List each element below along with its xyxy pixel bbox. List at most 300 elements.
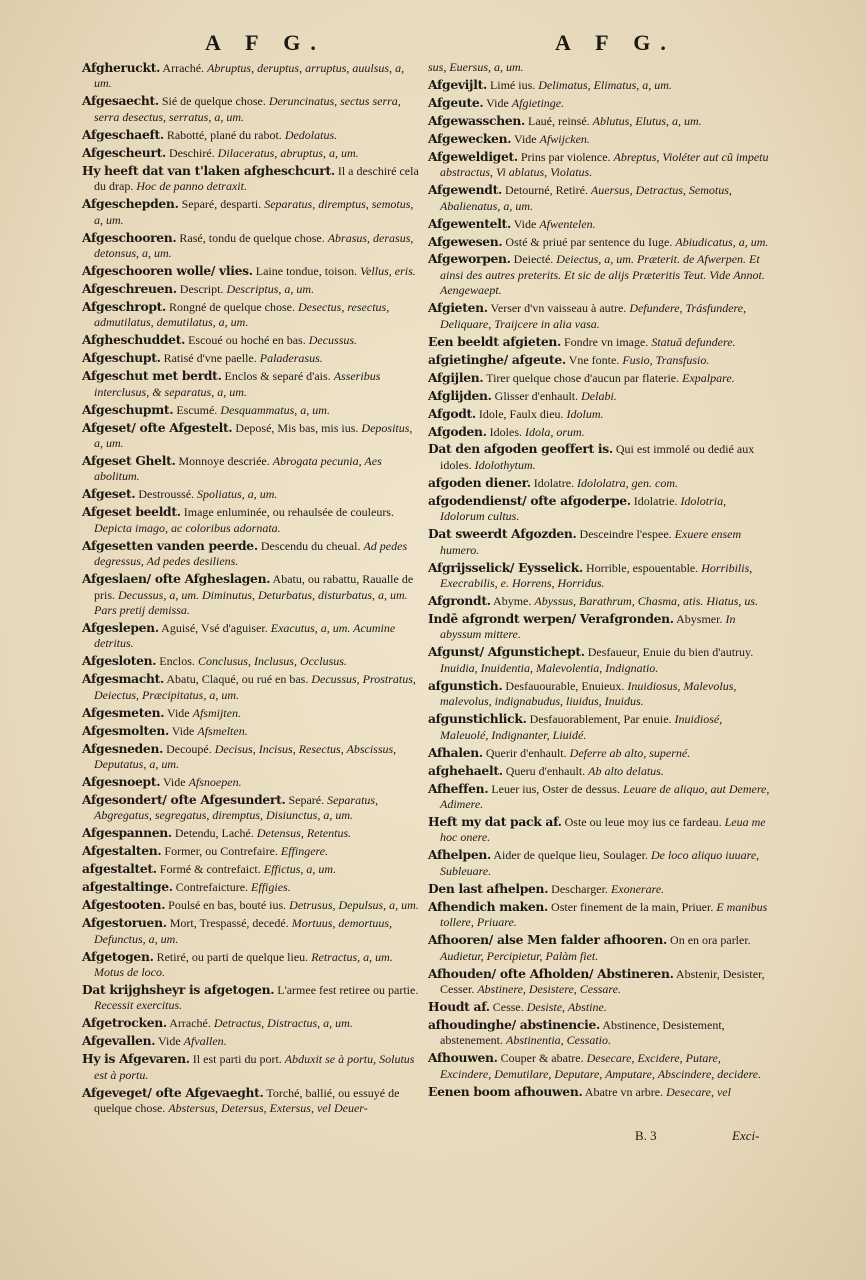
headword: Afgeschooren. [82,229,177,245]
dictionary-entry [428,781,773,813]
headword: Afgunst/ Afgunstichept. [428,644,585,660]
dictionary-entry [82,453,422,485]
dictionary-entry [82,741,422,773]
french-gloss: Monnoye descriée. [178,453,270,468]
french-gloss: Arraché. [162,61,205,75]
latin-gloss: Detractus, Distractus, a, um. [213,1016,353,1031]
dictionary-entry [82,127,422,143]
headword: Afgesetten vanden peerde. [82,537,258,553]
headword: Afgestoruen. [82,915,167,931]
latin-gloss: Exonerare. [610,881,665,896]
latin-gloss: Idolum. [566,406,604,421]
french-gloss: Il est parti du port. [192,1052,282,1067]
dictionary-entry [428,352,773,368]
headword: Afgesneden. [82,740,164,756]
latin-gloss: Descriptus, a, um. [226,281,315,296]
dictionary-entry [428,932,773,964]
dictionary-entry [428,182,773,214]
dictionary-entry [82,774,422,790]
dictionary-entry [428,424,773,440]
dictionary-entry [428,441,773,473]
french-gloss: Tirer quelque chose d'aucun par flaterie. [486,370,680,385]
dictionary-entry [428,1084,773,1100]
latin-gloss: Afsmelten. [197,723,248,738]
latin-gloss: Depositus, a, um. [94,420,413,450]
dictionary-entry [82,486,422,502]
dictionary-entry [428,216,773,232]
dictionary-entry [428,644,773,676]
latin-gloss: Paladerasus. [259,351,323,366]
latin-gloss: Abstinentia, Cessatio. [505,1033,611,1048]
latin-gloss: Inuidiosé, Maleuolé, Indignanter, Liuidé. [440,712,723,742]
french-gloss: Deschiré. [169,145,215,160]
latin-gloss: Separatus, diremptus, semotus, a, um. [94,197,414,227]
headword: Afgewentelt. [428,215,511,231]
french-gloss: Abstenir, Desister, Cesser. [440,966,765,996]
latin-gloss: Leuare de aliquo, aut Demere, Adimere. [440,781,770,811]
french-gloss: Enclos & separé d'ais. [224,369,331,384]
headword: Afgeset beeldt. [82,504,181,520]
french-gloss: Vide [513,216,537,231]
latin-gloss: Delabi. [581,388,617,403]
french-gloss: Detourné, Retiré. [504,183,588,198]
dictionary-entry [82,571,422,618]
headword: Afgeset Ghelt. [82,452,176,468]
dictionary-entry [82,420,422,452]
dictionary-entry [428,678,773,710]
headword: Dat krijghsheyr is afgetogen. [82,981,275,997]
french-gloss: Torché, ballié, ou essuyé de quelque chose. [94,1085,400,1116]
latin-gloss: Horribilis, Execrabilis, e. Horrens, Horridus. [440,560,753,591]
dictionary-entry [82,350,422,366]
french-gloss: Qui est immolé ou dedié aux idoles. [440,442,755,472]
dictionary-entry [82,792,422,824]
headword: Afgeschropt. [82,298,167,314]
headword: Dat den afgoden geoffert is. [428,441,613,457]
dictionary-entry [82,145,422,161]
dictionary-entry [82,281,422,297]
headword: afgoden diener. [428,474,531,490]
headword: Afgheruckt. [82,60,161,75]
dictionary-entry [82,843,422,859]
headword: Afgevallen. [82,1033,156,1049]
dictionary-entry [428,131,773,147]
french-gloss: Vne fonte. [568,352,620,367]
latin-gloss: Audietur, Percipietur, Palàm fiet. [440,948,599,963]
dictionary-entry [82,368,422,400]
french-gloss: Vide [162,775,186,790]
french-gloss: Queru d'enhault. [505,763,586,778]
french-gloss: Cesse. [492,999,524,1014]
headword: Afgesaecht. [82,93,159,109]
signature-mark: B. 3 [635,1128,657,1143]
dictionary-entry [82,538,422,570]
latin-gloss: Asseribus interclusus, & separatus, a, um. [94,369,381,399]
dictionary-entry [428,370,773,386]
headword: Heft my dat pack af. [428,813,562,829]
french-gloss: Desfauorablement, Par enuie. [529,712,672,727]
latin-gloss: Decussus, Prostratus, Deiectus, Præcipitatus, a, um. [94,672,416,702]
french-gloss: Detendu, Laché. [174,826,254,841]
headword: Afgesmolten. [82,722,169,738]
latin-gloss: Desectus, resectus, admutilatus, demutilatus, a, um. [94,299,390,330]
headword: Hy is Afgevaren. [82,1051,190,1067]
french-gloss: Vide [171,723,195,738]
dictionary-entry [82,93,422,125]
latin-gloss: Desecare, Excidere, Putare, Excindere, Demutilare, Deputare, Amputare, Abscindere, decidere. [440,1051,762,1081]
french-gloss: Vide [167,705,190,720]
dictionary-entry [428,560,773,592]
latin-gloss: Defundere, Trásfundere, Deliquare, Traijcere in alia vasa. [440,301,747,331]
latin-gloss: sus, Euersus, a, um. [428,60,524,74]
latin-gloss: Deferre ab alto, superné. [569,745,691,760]
headword: Afhouwen. [428,1050,498,1066]
dictionary-entry [82,263,422,279]
latin-gloss: Desiste, Abstine. [526,999,607,1014]
headword: afghehaelt. [428,762,503,778]
latin-gloss: Decussus, a, um. Diminutus, Deturbatus, disturbatus, a, um. Pars pretij demissa. [94,587,408,617]
latin-gloss: Hoc de panno detraxit. [136,179,247,194]
dictionary-entry [428,611,773,643]
dictionary-entry [82,879,422,895]
headword: Afgeworpen. [428,251,511,267]
latin-gloss: Effingere. [280,844,329,859]
french-gloss: L'armee fest retiree ou partie. [277,982,419,997]
headword: afgietinghe/ afgeute. [428,351,566,367]
french-gloss: Desfauourable, Enuieux. [505,678,625,693]
french-gloss: Escoué ou hoché en bas. [188,333,306,348]
latin-gloss: Dedolatus. [284,127,338,142]
headword: Indē afgrondt werpen/ Verafgronden. [428,611,674,626]
french-gloss: Mort, Trespassé, decedé. [169,916,289,931]
dictionary-entry [428,95,773,111]
latin-gloss: Ablutus, Elutus, a, um. [592,113,702,128]
french-gloss: Formé & contrefaict. [159,862,261,877]
left-column [82,60,422,1118]
latin-gloss: Abreptus, Violéter aut cũ impetu abstractus, Vi ablatus, Violatus. [440,149,769,180]
french-gloss: Enclos. [159,654,195,669]
latin-gloss: Decisus, Incisus, Resectus, Abscissus, Deputatus, a, um. [94,741,397,772]
latin-gloss: Idola, orum. [525,424,585,439]
dictionary-entry [428,847,773,879]
latin-gloss: Dilaceratus, abruptus, a, um. [217,145,359,160]
dictionary-entry [82,825,422,841]
dictionary-entry [428,1017,773,1049]
headword: Afgeschupt. [82,350,161,366]
dictionary-entry [428,526,773,558]
dictionary-entry [428,745,773,761]
latin-gloss: Leua me hoc onere. [440,814,766,845]
headword: Afgrijsselick/ Eysselick. [428,559,583,575]
dictionary-entry [428,251,773,298]
headword: Hy heeft dat van t'laken afgheschcurt. [82,162,335,178]
french-gloss: Glisser d'enhault. [494,388,579,403]
dictionary-entry [428,814,773,846]
dictionary-entry [428,999,773,1015]
latin-gloss: Recessit exercitus. [94,998,183,1013]
headword: Afhendich maken. [428,898,549,914]
french-gloss: Abatu, Claqué, ou rué en bas. [166,672,309,687]
latin-gloss: Effigies. [251,880,291,895]
french-gloss: Laué, reinsé. [528,113,590,128]
headword: Afglijden. [428,387,492,403]
french-gloss: Limé ius. [489,77,536,92]
latin-gloss: Deiectus, a, um. Præterit. de Afwerpen. Et ainsi des autres preterits. Et sic de alijs Præteritis Teut. Vide Annot. Aengewaept. [440,252,765,298]
headword: Afgesnoept. [82,774,161,790]
latin-gloss: Afwentelen. [539,216,596,231]
dictionary-entry [428,77,773,93]
headword: Een beeldt afgieten. [428,333,561,349]
latin-gloss: Afwijcken. [539,131,590,146]
french-gloss: Oster finement de la main, Priuer. [551,899,714,914]
catchword: Exci- [732,1128,760,1143]
latin-gloss: De loco aliquo iuuare, Subleuare. [440,848,760,878]
latin-gloss: Statuā defundere. [651,334,736,349]
french-gloss: Deiecté. [513,252,554,267]
dictionary-entry [428,763,773,779]
latin-gloss: Desquammatus, a, um. [220,402,330,417]
latin-gloss: Abyssus, Barathrum, Chasma, atis. Hiatus, us. [534,594,759,609]
dictionary-entry [82,949,422,981]
headword: Afgestalten. [82,843,162,859]
latin-gloss: Abrasus, derasus, detonsus, a, um. [94,230,414,260]
dictionary-entry [428,493,773,525]
french-gloss: Prins par violence. [520,149,611,164]
french-gloss: Abatre vn arbre. [584,1084,664,1099]
dictionary-entry [428,475,773,491]
headword: Afgesloten. [82,653,157,669]
headword: Den last afhelpen. [428,880,549,896]
dictionary-entry [82,982,422,1014]
headword: Afgrondt. [428,593,491,609]
running-head-right: A F G. [555,30,676,55]
french-gloss: Aguisé, Vsé d'aguiser. [161,620,268,635]
headword: Afgeset/ ofte Afgestelt. [82,419,233,435]
latin-gloss: Abstersus, Detersus, Extersus, vel Deuer- [168,1101,368,1116]
headword: Afgevijlt. [428,76,487,92]
latin-gloss: Depicta imago, ac coloribus adornata. [94,520,281,535]
latin-gloss: Effictus, a, um. [263,862,337,877]
headword: Afgeute. [428,94,484,110]
headword: Afgeweldiget. [428,148,518,164]
dictionary-entry [82,705,422,721]
latin-gloss: Mortuus, demortuus, Defunctus, a, um. [94,916,393,946]
dictionary-entry [428,149,773,181]
french-gloss: Abatu, ou rabattu, Raualle de pris. [94,572,414,602]
headword: Afgijlen. [428,369,484,385]
french-gloss: Deposé, Mis bas, mis ius. [235,420,359,435]
headword: Afgewecken. [428,130,512,146]
french-gloss: Horrible, espouentable. [585,560,699,575]
french-gloss: Oste ou leue moy ius ce fardeau. [564,814,722,829]
french-gloss: Abyme. [493,594,532,609]
french-gloss: Arraché. [169,1016,211,1031]
headword: Eenen boom afhouwen. [428,1083,583,1099]
latin-gloss: Exacutus, a, um. Acumine detritus. [94,620,396,651]
french-gloss: Rabotté, plané du rabot. [166,127,282,142]
french-gloss: Il a deschiré cela du drap. [94,163,419,194]
dictionary-entry [82,861,422,877]
french-gloss: Rasé, tondu de quelque chose. [179,230,325,245]
dictionary-entry [82,1033,422,1049]
latin-gloss: Decussus. [308,333,358,348]
latin-gloss: In abyssum mittere. [440,612,736,642]
french-gloss: Contrefaicture. [175,880,249,895]
french-gloss: Idole, Faulx dieu. [478,406,564,421]
headword: afgestaltinge. [82,879,173,895]
headword: Afgesmeten. [82,704,165,720]
latin-gloss: Abstinere, Desistere, Cessare. [477,981,621,996]
headword: Afhouden/ ofte Afholden/ Abstineren. [428,965,674,981]
headword: Afhooren/ alse Men falder afhooren. [428,932,668,948]
latin-gloss: Separatus, Abgregatus, segregatus, diremptus, Disiunctus, a, um. [94,792,379,823]
french-gloss: Verser d'vn vaisseau à autre. [490,301,627,316]
dictionary-entry [82,402,422,418]
latin-gloss: Vellus, eris. [360,263,416,278]
headword: Afhelpen. [428,847,491,863]
dictionary-entry [428,60,773,75]
headword: Afgeslepen. [82,619,159,635]
french-gloss: Querir d'enhault. [485,745,567,760]
dictionary-entry [82,60,422,92]
latin-gloss: Afsnoepen. [188,775,242,790]
french-gloss: Couper & abatre. [500,1051,584,1066]
headword: Afhalen. [428,744,483,760]
french-gloss: Abstinence, Desistement, abstenement. [440,1017,725,1048]
headword: Afgeveget/ ofte Afgevaeght. [82,1084,264,1100]
headword: Afgestooten. [82,897,166,913]
dictionary-entry [82,504,422,536]
french-gloss: Separé. [288,792,325,807]
french-gloss: Escumé. [176,402,218,417]
headword: Afgeschaeft. [82,126,164,142]
latin-gloss: Afgietinge. [511,95,565,110]
french-gloss: Osté & priué par sentence du Iuge. [505,234,673,249]
dictionary-entry [82,897,422,913]
right-column [428,60,773,1102]
headword: Afgheschuddet. [82,332,186,348]
french-gloss: Image enluminée, ou rehaulsée de couleurs. [183,505,394,520]
latin-gloss: Expalpare. [682,370,735,385]
dictionary-entry [428,881,773,897]
latin-gloss: Deruncinatus, sectus serra, serra desectus, serratus, a, um. [94,94,401,124]
dictionary-entry [428,388,773,404]
dictionary-entry [82,332,422,348]
latin-gloss: Fusio, Transfusio. [622,352,710,367]
french-gloss: On en ora parler. [670,933,751,948]
dictionary-entry [428,234,773,250]
dictionary-entry [428,406,773,422]
dictionary-entry [82,620,422,652]
latin-gloss: Detensus, Retentus. [256,826,352,841]
latin-gloss: Inuidia, Inuidentia, Malevolentia, Indignatio. [440,660,659,675]
headword: Dat sweerdt Afgozden. [428,526,577,542]
latin-gloss: Abduxit se à portu, Solutus est à portu. [94,1052,415,1082]
latin-gloss: Exuere ensem humero. [440,527,742,557]
latin-gloss: Ab alto delatus. [588,763,664,778]
dictionary-entry [428,300,773,332]
dictionary-entry [428,593,773,609]
latin-gloss: Idololatra, gen. com. [577,475,679,490]
french-gloss: Descript. [179,281,224,296]
dictionary-entry [428,711,773,743]
french-gloss: Idolatrie. [633,493,678,508]
headword: afhoudinghe/ abstinencie. [428,1016,600,1032]
dictionary-entry [82,671,422,703]
latin-gloss: Idolothytum. [474,457,536,472]
dictionary-entry [82,196,422,228]
headword: Afgeschepden. [82,196,179,212]
french-gloss: Descendu du cheual. [260,538,361,553]
headword: afgunstichlick. [428,711,527,727]
dictionary-entry [82,1015,422,1031]
latin-gloss: Conclusus, Inclusus, Occlusus. [197,654,347,669]
dictionary-entry [82,1051,422,1083]
latin-gloss: Abruptus, deruptus, arruptus, auulsus, a, um. [94,61,405,91]
french-gloss: Laine tondue, toison. [255,263,358,278]
french-gloss: Idolatre. [533,475,575,490]
french-gloss: Separé, desparti. [181,197,262,212]
latin-gloss: E manibus tollere, Priuare. [440,899,768,930]
latin-gloss: Detrusus, Depulsus, a, um. [289,898,419,913]
french-gloss: Decoupé. [166,741,212,756]
headword: Afgeschooren wolle/ vlies. [82,262,253,278]
dictionary-entry [82,163,422,195]
dictionary-entry [82,1085,422,1117]
headword: Afgewesen. [428,233,503,249]
dictionary-entry [82,299,422,331]
latin-gloss: Spoliatus, a, um. [197,487,278,502]
dictionary-entry [82,230,422,262]
headword: Afgewasschen. [428,112,526,128]
headword: Afheffen. [428,780,489,796]
french-gloss: Vide [158,1034,181,1049]
headword: Afgetogen. [82,948,154,964]
french-gloss: Retiré, ou parti de quelque lieu. [156,949,309,964]
dictionary-entry [428,899,773,931]
latin-gloss: Afvallen. [183,1034,227,1049]
french-gloss: Former, ou Contrefaire. [164,844,278,859]
headword: Afgespannen. [82,825,172,841]
latin-gloss: Idolotria, Idolorum cultus. [440,493,727,524]
latin-gloss: Afsmijten. [192,705,241,720]
headword: Afgeset. [82,486,136,502]
headword: Afgoden. [428,423,487,439]
dictionary-entry [82,653,422,669]
headword: afgestaltet. [82,861,157,877]
headword: Afgeschupmt. [82,401,174,417]
french-gloss: Abysmer. [676,612,723,626]
dictionary-entry [82,915,422,947]
french-gloss: Ratisé d'vne paelle. [163,351,257,366]
french-gloss: Idoles. [489,424,522,439]
french-gloss: Desfaueur, Enuie du bien d'autruy. [587,645,754,660]
latin-gloss: Inuidiosus, Malevolus, malevolus, indignabudus, liuidus, Inuidus. [440,678,737,709]
headword: Afgetrocken. [82,1015,167,1031]
dictionary-entry [428,1050,773,1082]
headword: Afgeslaen/ ofte Afgheslagen. [82,571,271,587]
french-gloss: Vide [486,95,509,110]
headword: Afgieten. [428,300,488,316]
headword: Afgeschreuen. [82,280,177,296]
running-head-left: A F G. [205,30,326,55]
headword: Afgescheurt. [82,144,166,160]
dictionary-entry [428,334,773,350]
french-gloss: Rongné de quelque chose. [169,299,295,314]
latin-gloss: Abiudicatus, a, um. [675,234,769,249]
headword: Afgewendt. [428,182,502,198]
french-gloss: Leuer ius, Oster de dessus. [491,781,620,796]
